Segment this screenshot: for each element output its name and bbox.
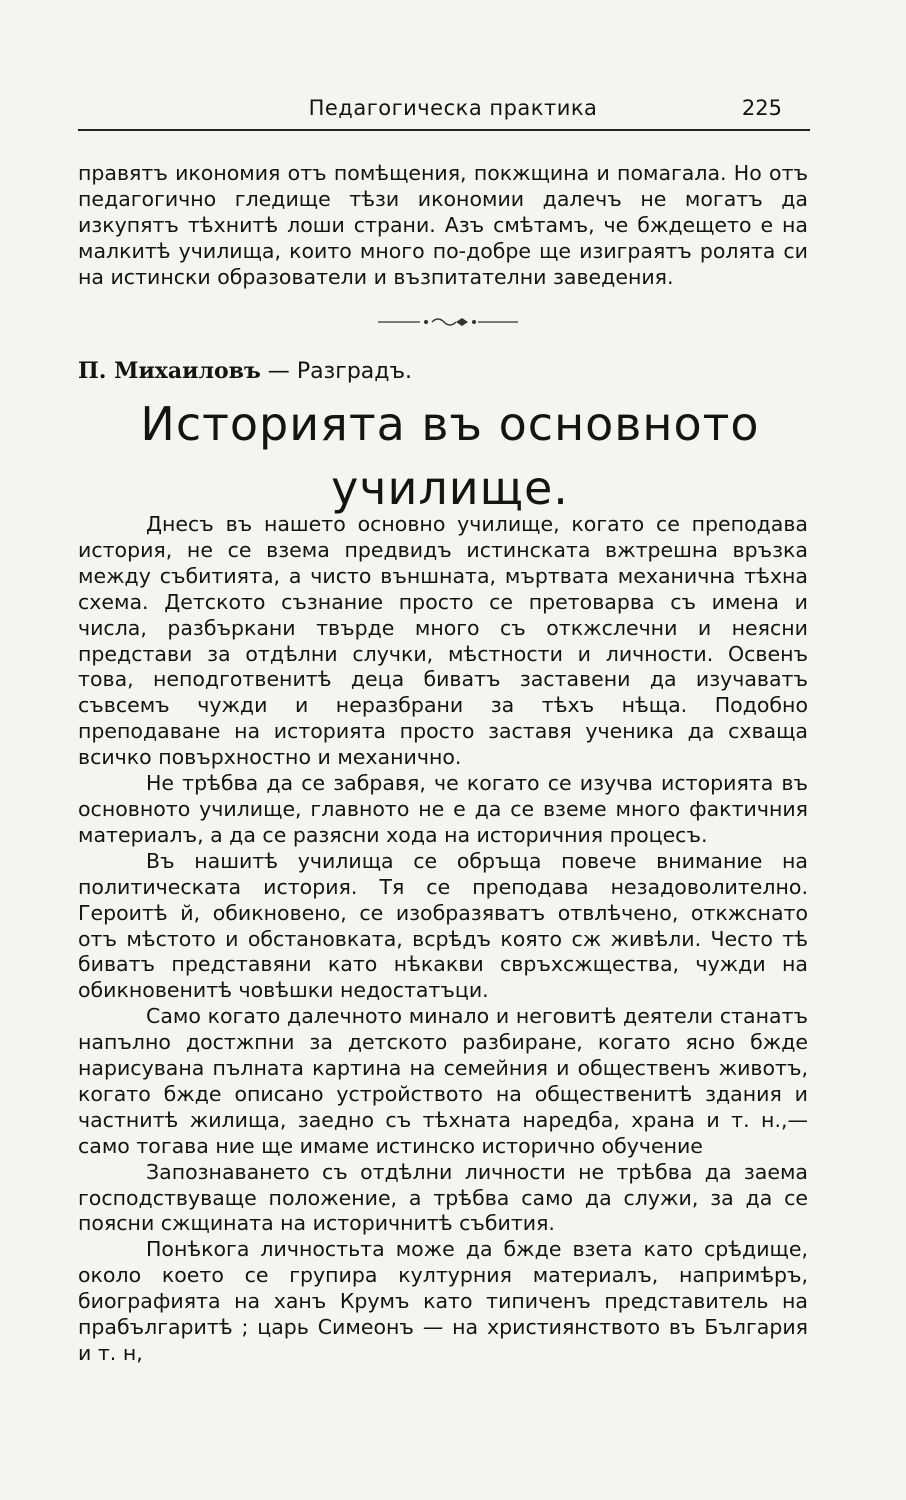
body-paragraph: Запознаването съ отдѣлни личности не трѣбва да заема господствуваще положение, а трѣбва само да служи, за да се поясни сжщината на историчнитѣ събития.	[78, 1159, 808, 1236]
article-body	[78, 512, 808, 1367]
body-paragraph: Понѣкога личностьта може да бжде взета като срѣдище, около което се групира културния материалъ, напримѣръ, биографията на ханъ Крумъ като типиченъ представитель на прабългаритѣ ; царь Симеонъ — на християнството въ България и т. н,	[78, 1237, 808, 1365]
body-paragraph: Днесъ въ нашето основно училище, когато се преподава история, не се взема предвидъ истинската вжтрешна връзка между събитията, а чисто външната, мъртвата механична тѣхна схема. Детското съзнание просто се претоварва съ имена и числа, разбъркани твърде много съ откжслечни и неясни представи за отдѣлни случки, мѣстности и личности. Освенъ това, неподготвенитѣ деца биватъ заставени да изучаватъ съвсемъ чужди и неразбрани за тѣхъ нѣща. Подобно преподаване на историята просто заставя ученика да схваща всичко повърхностно и механично.	[78, 512, 808, 770]
intro-paragraph-text: правятъ икономия отъ помѣщения, покжщина и помагала. Но отъ педагогично гледище тѣзи икономии далечъ не могатъ да изкупятъ тѣхнитѣ лоши страни. Азъ смѣтамъ, че бждещето е на малкитѣ училища, които много по-добре ще изиграятъ ролята си на истински образователи и възпитателни заведения.	[78, 161, 808, 289]
running-title: Педагогическа практика	[308, 96, 598, 120]
byline-separator: —	[260, 359, 297, 384]
article-title: Историята въ основното училище.	[140, 397, 760, 515]
byline	[78, 358, 412, 384]
intro-paragraph	[78, 160, 808, 290]
header-rule	[78, 129, 810, 131]
author-place: Разградъ.	[296, 359, 413, 384]
body-paragraph: Само когато далечното минало и неговитѣ деятели станатъ напълно достжпни за детското разбиране, когато ясно бжде нарисувана пълната картина на семейния и общественъ животъ, когато бжде описано устройството на общественитѣ здания и частнитѣ жилища, заедно съ тѣхната наредба, храна и т. н.,— само тогава ние ще имаме истинско исторично обучение	[78, 1004, 808, 1158]
body-paragraph: Въ нашитѣ училища се обръща повече внимание на политическата история. Тя се преподава незадоволително. Героитѣ й, обикновено, се изобразяватъ отвлѣчено, откжснато отъ мѣстото и обстановката, всрѣдъ която сж живѣли. Често тѣ биватъ представяни като нѣкакви свръхсжщества, чужди на обикновенитѣ човѣшки недостатъци.	[78, 848, 808, 1003]
section-divider-ornament	[378, 312, 518, 332]
running-head	[78, 96, 810, 130]
body-paragraph: Не трѣбва да се забравя, че когато се изучва историята въ основното училище, главното не е да се вземе много фактичния материалъ, а да се разясни хода на историчния процесъ.	[78, 771, 808, 847]
author-name: П. Михаиловъ	[78, 358, 261, 384]
page-number: 225	[741, 96, 782, 120]
